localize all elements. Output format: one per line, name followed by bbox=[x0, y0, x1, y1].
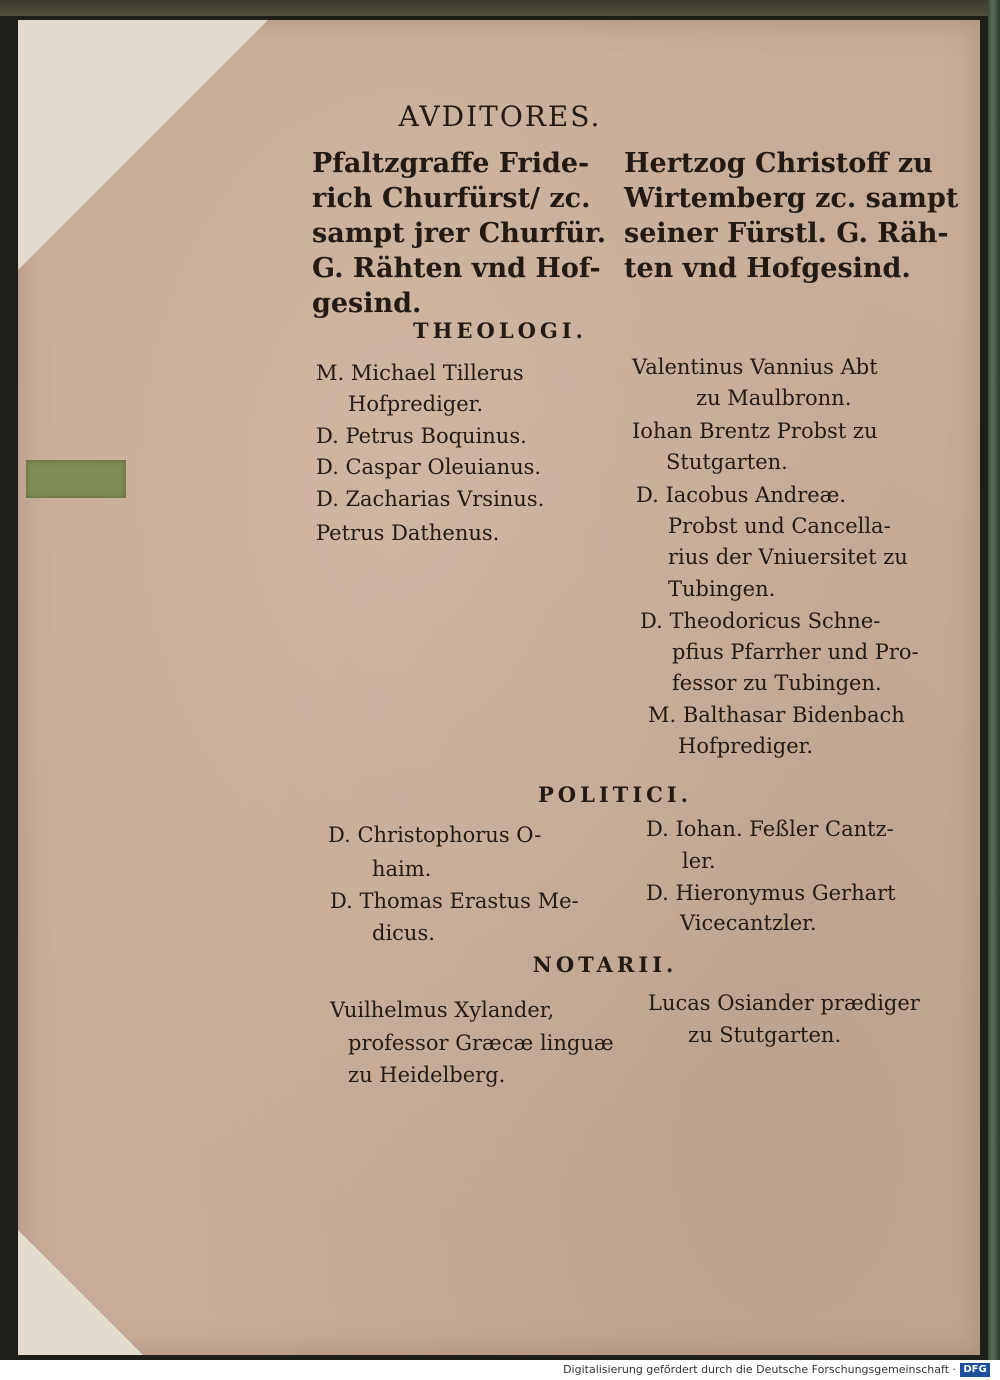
theologi-right-line: Probst und Cancella- bbox=[668, 514, 891, 538]
theologi-right-line: D. Iacobus Andreæ. bbox=[636, 483, 847, 507]
theologi-right-line: rius der Vniuersitet zu bbox=[668, 545, 908, 569]
theologi-right-line: pfius Pfarrher und Pro- bbox=[672, 640, 919, 664]
notarii-right-line: Lucas Osiander prædiger bbox=[648, 991, 920, 1015]
theologi-right-line: D. Theodoricus Schne- bbox=[640, 609, 881, 633]
auditores-left-line: sampt jrer Churfür. bbox=[312, 218, 607, 249]
page-corner-top-left bbox=[18, 20, 268, 270]
politici-right-line: ler. bbox=[682, 849, 716, 873]
politici-left-line: D. Christophorus O- bbox=[328, 823, 542, 847]
notarii-left-line: zu Heidelberg. bbox=[348, 1063, 506, 1087]
theologi-right-line: fessor zu Tubingen. bbox=[672, 671, 882, 695]
scan-top-edge bbox=[0, 0, 1000, 16]
politici-left-line: dicus. bbox=[372, 921, 435, 945]
auditores-left-line: gesind. bbox=[312, 288, 422, 319]
theologi-left-line: D. Caspar Oleuianus. bbox=[316, 455, 542, 479]
theologi-right-line: Stutgarten. bbox=[666, 450, 788, 474]
politici-right-line: Vicecantzler. bbox=[680, 911, 817, 935]
auditores-right-line: seiner Fürstl. G. Räh- bbox=[624, 218, 949, 249]
politici-right-line: D. Iohan. Feßler Cantz- bbox=[646, 817, 894, 841]
digitization-credit: Digitalisierung gefördert durch die Deutsche Forschungsgemeinschaft · bbox=[563, 1363, 956, 1376]
theologi-right-line: zu Maulbronn. bbox=[696, 386, 852, 410]
auditores-right-line: ten vnd Hofgesind. bbox=[624, 253, 911, 284]
auditores-left-line: Pfaltzgraffe Fride- bbox=[312, 148, 590, 179]
theologi-right-line: Iohan Brentz Probst zu bbox=[632, 419, 878, 443]
theologi-left-line: Petrus Dathenus. bbox=[316, 521, 500, 545]
auditores-left-line: G. Rähten vnd Hof- bbox=[312, 253, 601, 284]
theologi-left-line: M. Michael Tillerus bbox=[316, 361, 524, 385]
section-title-politici: POLITICI. bbox=[538, 782, 692, 807]
theologi-right-line: Valentinus Vannius Abt bbox=[632, 355, 878, 379]
notarii-left-line: professor Græcæ linguæ bbox=[348, 1031, 614, 1055]
politici-right-line: D. Hieronymus Gerhart bbox=[646, 881, 896, 905]
book-binding bbox=[988, 0, 1000, 1360]
section-title-notarii: NOTARII. bbox=[532, 952, 678, 977]
dfg-logo: DFG bbox=[960, 1363, 990, 1377]
politici-left-line: D. Thomas Erastus Me- bbox=[330, 889, 579, 913]
theologi-left-line: Hofprediger. bbox=[348, 392, 484, 416]
bookmark-tab bbox=[26, 460, 126, 498]
auditores-right-line: Hertzog Christoff zu bbox=[624, 148, 933, 179]
theologi-left-line: D. Zacharias Vrsinus. bbox=[316, 487, 545, 511]
theologi-left-line: D. Petrus Boquinus. bbox=[316, 424, 527, 448]
page-corner-bottom-left bbox=[18, 1230, 143, 1355]
politici-left-line: haim. bbox=[372, 857, 432, 881]
auditores-right-line: Wirtemberg zc. sampt bbox=[624, 183, 959, 214]
notarii-left-line: Vuilhelmus Xylander, bbox=[330, 998, 555, 1022]
page-title: AVDITORES. bbox=[398, 100, 602, 133]
theologi-right-line: M. Balthasar Bidenbach bbox=[648, 703, 905, 727]
theologi-right-line: Hofprediger. bbox=[678, 734, 814, 758]
section-title-theologi: THEOLOGI. bbox=[413, 318, 587, 343]
auditores-left-line: rich Churfürst/ zc. bbox=[312, 183, 591, 214]
notarii-right-line: zu Stutgarten. bbox=[688, 1023, 842, 1047]
theologi-right-line: Tubingen. bbox=[668, 577, 776, 601]
